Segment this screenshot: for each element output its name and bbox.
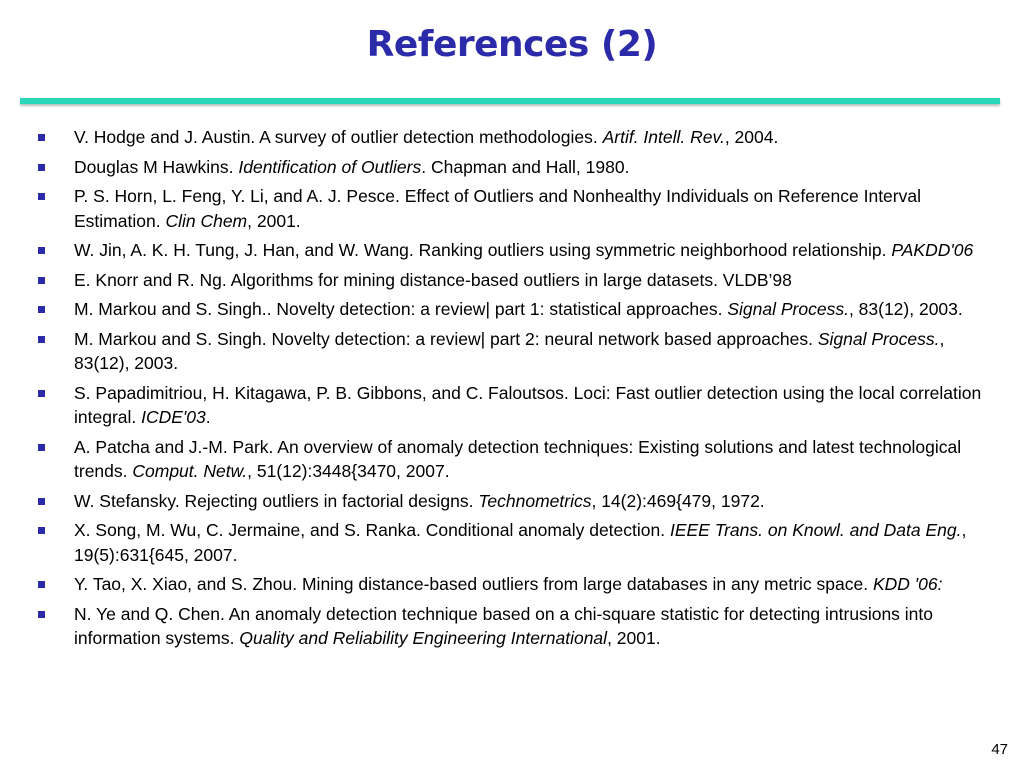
- reference-item: [36, 602, 986, 651]
- square-bullet-icon: [38, 527, 45, 534]
- square-bullet-icon: [38, 390, 45, 397]
- reference-text: W. Jin, A. K. H. Tung, J. Han, and W. Wang. Ranking outliers using symmetric neighborhood relationship.: [74, 240, 892, 260]
- reference-venue: Comput. Netw.: [132, 461, 248, 481]
- reference-item: [36, 572, 986, 597]
- reference-item: [36, 155, 986, 180]
- reference-suffix: , 83(12), 2003.: [848, 299, 963, 319]
- reference-text: Douglas M Hawkins.: [74, 156, 239, 177]
- reference-text: V. Hodge and J. Austin. A survey of outlier detection methodologies.: [74, 127, 603, 147]
- reference-text: Y. Tao, X. Xiao, and S. Zhou. Mining distance-based outliers from large databases in any metric space.: [74, 574, 873, 594]
- reference-text: P. S. Horn, L. Feng, Y. Li, and A. J. Pesce. Effect of Outliers and Nonhealthy Individuals on Reference Interval Estimation.: [74, 186, 921, 231]
- reference-suffix: .: [205, 407, 211, 427]
- title-divider: [20, 98, 1000, 104]
- page-number: 47: [991, 741, 1008, 758]
- reference-venue: Identification of Outliers: [238, 156, 422, 177]
- reference-suffix: , 14(2):469{479, 1972.: [591, 490, 765, 511]
- square-bullet-icon: [38, 193, 45, 200]
- reference-venue: Signal Process.: [727, 299, 849, 319]
- reference-item: [36, 125, 986, 150]
- reference-text: S. Papadimitriou, H. Kitagawa, P. B. Gibbons, and C. Faloutsos. Loci: Fast outlier detection using the local correlation integral.: [74, 382, 982, 427]
- reference-venue: IEEE Trans. on Knowl. and Data Eng.: [669, 520, 962, 540]
- reference-suffix: , 51(12):3448{3470, 2007.: [247, 461, 450, 481]
- reference-item: [36, 238, 986, 263]
- reference-item: [36, 381, 986, 430]
- reference-text: A. Patcha and J.-M. Park. An overview of anomaly detection techniques: Existing solutions and latest technological trends.: [74, 436, 962, 481]
- square-bullet-icon: [38, 247, 45, 254]
- reference-item: [36, 268, 986, 293]
- reference-item: [36, 184, 986, 233]
- reference-venue: Artif. Intell. Rev.: [602, 127, 725, 147]
- reference-venue: ICDE'03: [141, 407, 206, 427]
- reference-item: [36, 435, 986, 484]
- reference-venue: Technometrics: [478, 490, 592, 511]
- reference-suffix: , 83(12), 2003.: [74, 328, 945, 373]
- reference-suffix: . Chapman and Hall, 1980.: [421, 156, 630, 177]
- square-bullet-icon: [38, 498, 45, 505]
- square-bullet-icon: [38, 277, 45, 284]
- reference-item: [36, 518, 986, 567]
- reference-item: [36, 297, 986, 322]
- reference-suffix: , 19(5):631{645, 2007.: [74, 520, 967, 565]
- reference-venue: Signal Process.: [817, 328, 940, 349]
- reference-suffix: , 2004.: [724, 127, 779, 147]
- reference-suffix: , 2001.: [607, 628, 661, 648]
- reference-item: [36, 327, 986, 376]
- square-bullet-icon: [38, 306, 45, 313]
- slide-title: References (2): [366, 24, 658, 65]
- reference-list: [36, 125, 986, 656]
- reference-text: N. Ye and Q. Chen. An anomaly detection technique based on a chi-square statistic for detecting intrusions into information systems.: [74, 603, 934, 648]
- square-bullet-icon: [38, 581, 45, 588]
- square-bullet-icon: [38, 164, 45, 171]
- reference-text: M. Markou and S. Singh.. Novelty detection: a review| part 1: statistical approaches.: [74, 299, 728, 319]
- square-bullet-icon: [38, 336, 45, 343]
- reference-text: X. Song, M. Wu, C. Jermaine, and S. Ranka. Conditional anomaly detection.: [74, 520, 670, 540]
- reference-item: [36, 489, 986, 514]
- reference-venue: KDD '06:: [872, 574, 943, 594]
- square-bullet-icon: [38, 134, 45, 141]
- reference-suffix: , 2001.: [247, 210, 301, 231]
- reference-venue: Clin Chem: [165, 210, 248, 231]
- square-bullet-icon: [38, 611, 45, 618]
- reference-text: W. Stefansky. Rejecting outliers in factorial designs.: [74, 490, 479, 511]
- reference-venue: PAKDD'06: [891, 240, 974, 260]
- reference-text: E. Knorr and R. Ng. Algorithms for mining distance-based outliers in large datasets. VLDB’98: [74, 269, 792, 290]
- reference-venue: Quality and Reliability Engineering International: [239, 628, 608, 648]
- square-bullet-icon: [38, 444, 45, 451]
- reference-text: M. Markou and S. Singh. Novelty detection: a review| part 2: neural network based approaches.: [74, 328, 818, 349]
